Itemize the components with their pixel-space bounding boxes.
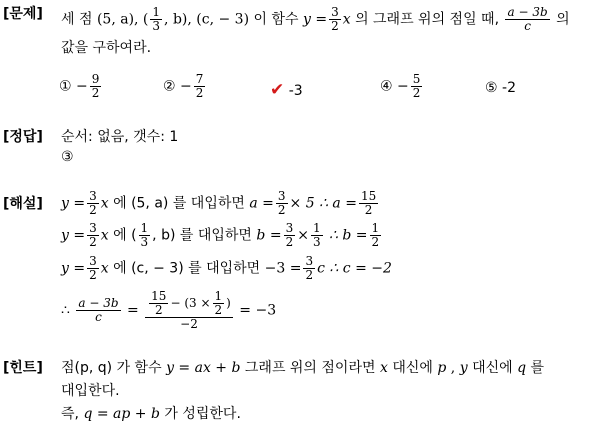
answer-line-2: ③ — [61, 149, 74, 165]
problem-label: [문제] — [3, 6, 43, 22]
fraction-three-halves: $\frac{3}{2}$ — [331, 5, 339, 33]
text-i-hamsu: 이 함수 — [253, 11, 299, 28]
problem-line-2: 값을 구하여라. — [61, 40, 152, 56]
choice-sign: − — [76, 78, 88, 95]
choice-3[interactable] — [270, 80, 303, 100]
text-graph: 의 그래프 위의 점일 때, — [355, 11, 500, 28]
choice-sign: − — [180, 78, 192, 95]
hint-line-1: 점(p, q) 가 함수 y = ax + b 그래프 위의 점이라면 x 대신에 p , y 대신에 q 를 — [61, 360, 545, 376]
choice-number: ⑤ — [485, 80, 498, 96]
choice-value: -3 — [288, 83, 303, 99]
hint-label: [힌트] — [3, 360, 43, 376]
choice-number: ② — [163, 78, 176, 95]
choice-4[interactable] — [380, 73, 424, 100]
hint-line-3: 즉, q = ap + b 가 성립한다. — [61, 406, 241, 422]
explanation-label: [해설] — [3, 196, 43, 212]
text-ui: 의 — [556, 11, 570, 28]
choice-value: -2 — [502, 80, 516, 96]
explanation-row-2: y = $\frac{3}{2}$ x 에 ( $\frac{1}{3}$ , b) 를 대입하면 b = $\frac{3}{2}$ × $\frac{1}{3}$ ∴ b = $\frac{1}{2}$ — [61, 221, 380, 249]
choice-5[interactable] — [485, 80, 516, 96]
hint-line-2: 대입한다. — [61, 383, 120, 399]
problem-line-1 — [61, 6, 570, 33]
explanation-row-1: y = $\frac{3}{2}$ x 에 (5, a) 를 대입하면 a = $\frac{3}{2}$ × 5 ∴ a = $\frac{15}{2}$ — [61, 189, 377, 217]
text-se-jeom: 세 점 — [61, 11, 93, 28]
choice-number: ① — [59, 78, 72, 95]
point-list-b: , b), (c, − 3) — [164, 11, 250, 28]
choice-fraction: $\frac{9}{2}$ — [91, 72, 100, 100]
choice-number: ④ — [380, 78, 393, 95]
choice-1[interactable] — [59, 73, 103, 100]
answer-line-1: 순서: 없음, 갯수: 1 — [61, 129, 179, 145]
answer-label: [정답] — [3, 129, 43, 145]
point-list-a: (5, a), ( — [96, 11, 149, 28]
choice-fraction: $\frac{7}{2}$ — [195, 72, 204, 100]
fraction-target: $\frac{a - 3b}{c}$ — [507, 5, 548, 33]
explanation-row-3: y = $\frac{3}{2}$ x 에 (c, − 3) 를 대입하면 −3 = $\frac{3}{2}$ c ∴ c = −2 — [61, 254, 392, 282]
choice-2[interactable] — [163, 73, 207, 100]
explanation-row-4: ∴ $\frac{a - 3b}{c}$ = $\frac{15}{2}$ − (3 × $\frac{1}{2}$ ) −2 = −3 — [61, 289, 277, 331]
big-fraction: $\frac{15}{2}$ − (3 × $\frac{1}{2}$ ) −2 — [145, 290, 233, 331]
choice-fraction: $\frac{5}{2}$ — [412, 72, 421, 100]
y-equals: y = — [302, 11, 328, 28]
choice-sign: − — [397, 78, 409, 95]
x-var: x — [342, 11, 351, 28]
checkmark-icon: ✔ — [270, 80, 285, 100]
fraction-one-third: $\frac{1}{3}$ — [152, 5, 161, 33]
